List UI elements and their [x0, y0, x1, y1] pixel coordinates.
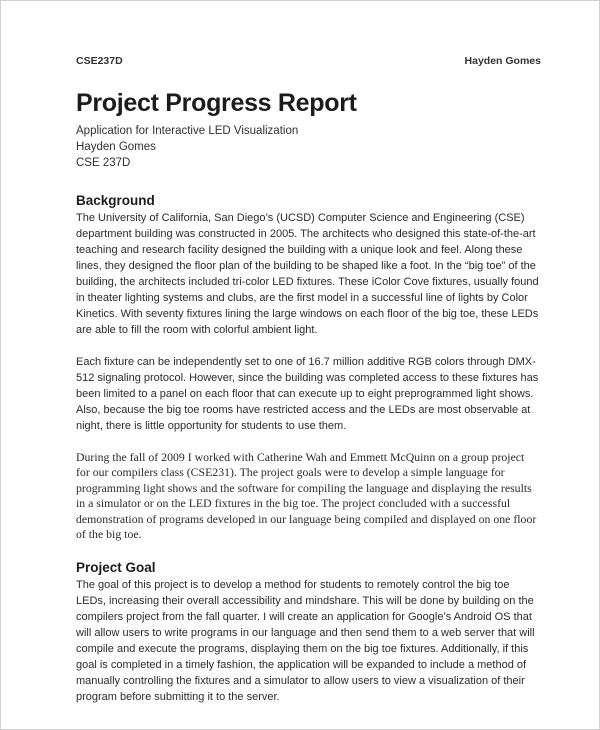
project-goal-paragraph-1: The goal of this project is to develop a method for students to remotely control the big toe LEDs, increasing their overall accessibility and mindshare. This will be done by building on the compilers project from the fall quarter. I will create an application for Google’s Android OS that will allow users to write programs in our language and then send them to a web server that will compile and execute the programs, displaying them on the big toe fixtures. Additionally, if this goal is completed in a timely fashion, the application will be expanded to include a method of manually controlling the fixtures and a simulator to allow users to view a visualization of their program before submitting it to the server. — [76, 578, 535, 703]
page-header — [76, 55, 541, 67]
page-content — [1, 1, 599, 705]
background-paragraph-3: During the fall of 2009 I worked with Catherine Wah and Emmett McQuinn on a group project for our compilers class (CSE231). The project goals were to develop a simple language for programming light shows and the software for compiling the language and displaying the results in a simulator or on the LED fixtures in the big toe. The project concluded with a successful demonstration of programs developed in our language being compiled and displayed on one floor of the big toe. — [76, 449, 537, 541]
subtitle-line-course: CSE 237D — [76, 156, 131, 169]
header-course-code: CSE237D — [76, 55, 123, 67]
subtitle-line-author: Hayden Gomes — [76, 140, 156, 153]
header-author-name: Hayden Gomes — [464, 55, 541, 67]
title-subtitle-block — [76, 123, 541, 171]
page-title: Project Progress Report — [76, 89, 357, 117]
background-paragraph-1: The University of California, San Diego’s (UCSD) Computer Science and Engineering (CSE) department building was constructed in 2005. The architects who designed this state-of-the-art teaching and research facility designed the building with a unique look and feel. Along these lines, they designed the floor plan of the building to be shaped like a foot. In the “big toe” of the building, the architects included tri-color LED fixtures. These iColor Cove fixtures, usually found in theater lighting systems and clubs, are the first model in a successful line of lights by Color Kinetics. With seventy fixtures lining the large windows on each floor of the big toe, these LEDs are able to fill the room with colorful ambient light. — [76, 211, 539, 336]
section-project-goal — [76, 559, 541, 705]
section-background — [76, 192, 541, 543]
section-heading-background: Background — [76, 192, 155, 208]
subtitle-line-project: Application for Interactive LED Visualization — [76, 124, 299, 137]
background-paragraph-2: Each fixture can be independently set to one of 16.7 million additive RGB colors through DMX-512 signaling protocol. However, since the building was completed access to these fixtures has been limited to a panel on each floor that can execute up to eight preprogrammed light shows. Also, because the big toe rooms have restricted access and the LEDs are most observable at night, there is little opportunity for students to use them. — [76, 355, 539, 432]
section-heading-project-goal: Project Goal — [76, 559, 156, 575]
